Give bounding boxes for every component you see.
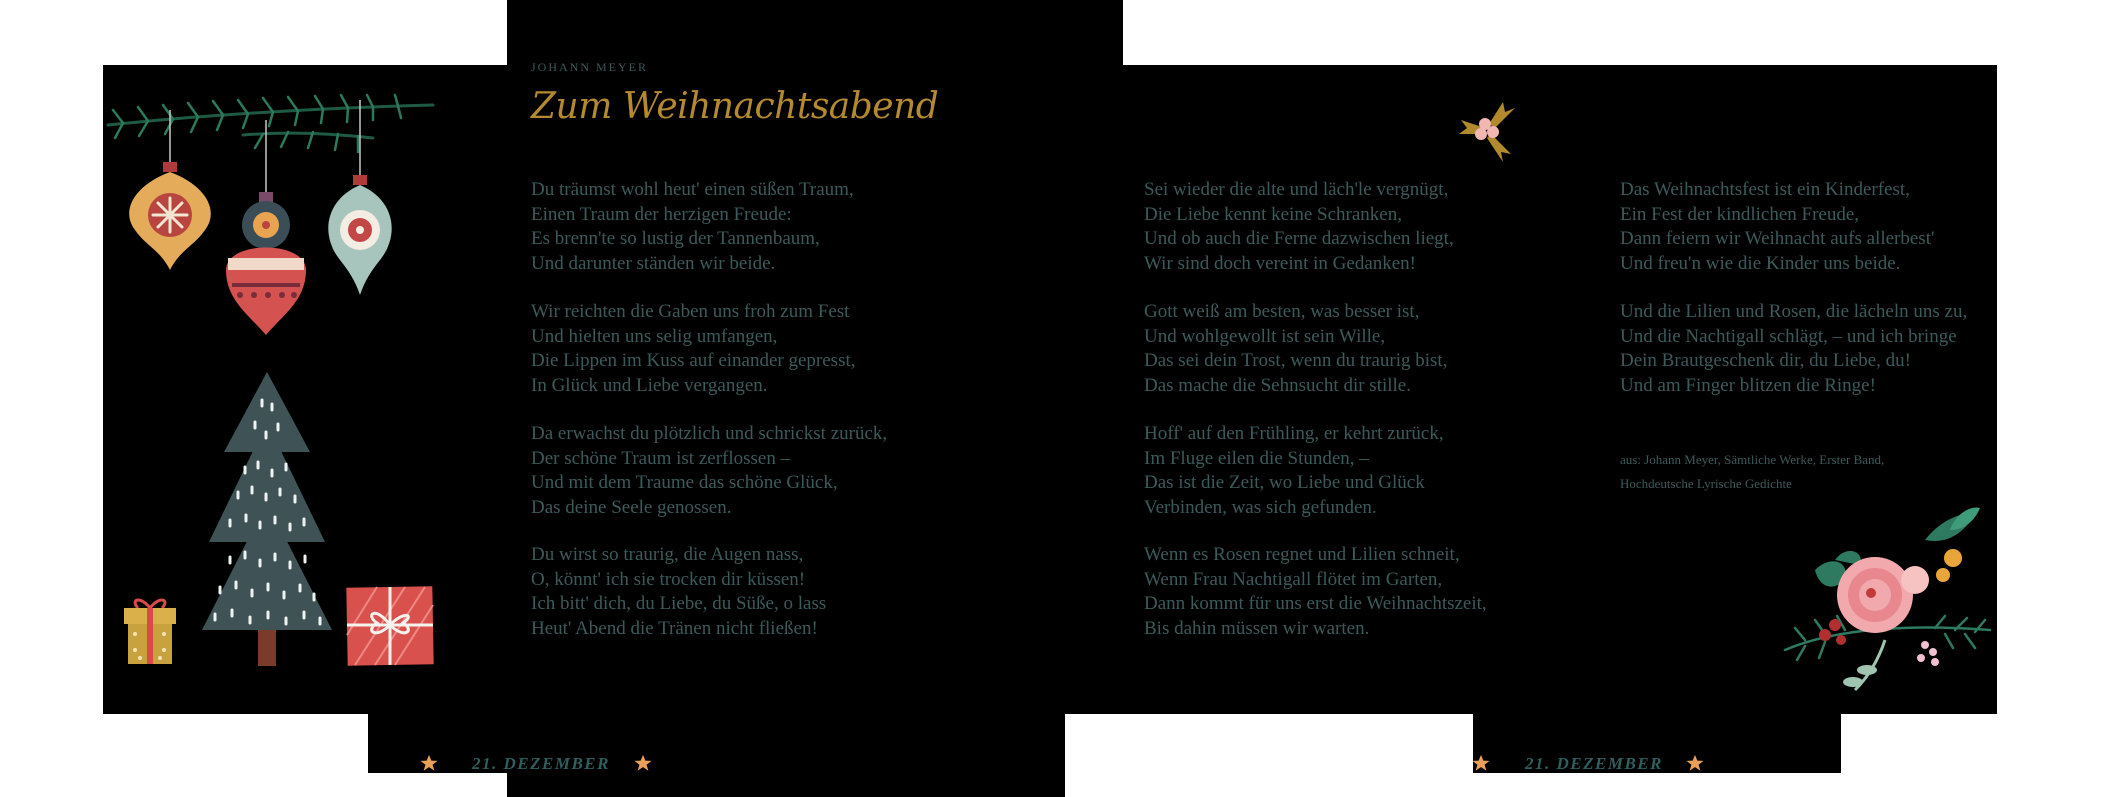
poem-line: Und ob auch die Ferne dazwischen liegt, — [1144, 228, 1454, 249]
poem-line: Wir sind doch vereint in Gedanken! — [1144, 252, 1417, 274]
poem-line: Bis dahin müssen wir warten. — [1144, 617, 1370, 639]
stanza — [531, 543, 826, 641]
stanza — [1144, 543, 1487, 641]
poem-title: Zum Weihnachtsabend — [531, 86, 939, 127]
poem-line: Ein Fest der kindlichen Freude, — [1620, 203, 1860, 225]
footer-date-right: 21. DEZEMBER — [1525, 754, 1663, 773]
stanza — [531, 300, 856, 398]
star-icon — [634, 754, 652, 772]
star-icon — [1686, 754, 1704, 772]
poem-line: Und mit dem Traume das schöne Glück, — [531, 472, 838, 493]
stanza — [1144, 422, 1444, 520]
poem-line: Heut' Abend die Tränen nicht fließen! — [531, 617, 818, 639]
stanza — [1144, 178, 1454, 276]
poem-line: Und freu'n wie die Kinder uns beide. — [1620, 252, 1901, 274]
gift-gold-icon — [120, 590, 180, 668]
christmas-tree-icon — [200, 372, 335, 667]
footer-date-left: 21. DEZEMBER — [472, 754, 610, 773]
poem-line: Das deine Seele genossen. — [531, 496, 732, 518]
poem-line: Dann kommt für uns erst die Weihnachtszeit, — [1144, 593, 1487, 614]
stanza — [531, 422, 887, 520]
author-name: JOHANN MEYER — [531, 60, 648, 74]
poem-line: Du wirst so traurig, die Augen nass, — [531, 544, 804, 565]
poem-line: Die Lippen im Kuss auf einander gepresst, — [531, 350, 856, 371]
poem-line: Das ist die Zeit, wo Liebe und Glück — [1144, 472, 1425, 493]
stanza — [1144, 300, 1447, 398]
poem-line: Und hielten uns selig umfangen, — [531, 325, 778, 347]
ornament-gold-icon — [120, 110, 220, 280]
poem-line: O, könnt' ich sie trocken dir küssen! — [531, 568, 806, 590]
stanza — [531, 178, 854, 276]
poem-line: Dann feiern wir Weihnacht aufs allerbest' — [1620, 228, 1935, 249]
poem-line: Wir reichten die Gaben uns froh zum Fest — [531, 301, 850, 322]
source-line-1: aus: Johann Meyer, Sämtliche Werke, Erster Band, — [1620, 452, 1885, 467]
poem-line: Und die Lilien und Rosen, die lächeln uns zu, — [1620, 301, 1968, 322]
poem-line: Es brenn'te so lustig der Tannenbaum, — [531, 228, 820, 249]
poem-line: Wenn Frau Nachtigall flötet im Garten, — [1144, 568, 1443, 590]
poem-line: Und die Nachtigall schlägt, – und ich bringe — [1620, 325, 1957, 347]
source-line-2: Hochdeutsche Lyrische Gedichte — [1620, 476, 1792, 491]
poem-line: Und wohlgewollt ist sein Wille, — [1144, 325, 1386, 347]
ornament-mint-icon — [320, 100, 400, 300]
poem-line: Und darunter ständen wir beide. — [531, 252, 776, 274]
poem-line: Hoff' auf den Frühling, er kehrt zurück, — [1144, 423, 1444, 444]
poem-line: Ich bitt' dich, du Liebe, du Süße, o lass — [531, 593, 827, 614]
poem-line: Dein Brautgeschenk dir, du Liebe, du! — [1620, 350, 1912, 371]
gift-red-icon — [345, 585, 435, 667]
poem-line: In Glück und Liebe vergangen. — [531, 374, 768, 396]
poem-line: Der schöne Traum ist zerflossen – — [531, 447, 791, 469]
holly-sprig-icon — [1455, 98, 1525, 164]
poem-line: Das sei dein Trost, wenn du traurig bist, — [1144, 350, 1448, 371]
rose-bouquet-icon — [1775, 500, 1995, 700]
poem-line: Wenn es Rosen regnet und Lilien schneit, — [1144, 544, 1460, 565]
poem-line: Die Liebe kennt keine Schranken, — [1144, 203, 1402, 225]
poem-line: Und am Finger blitzen die Ringe! — [1620, 374, 1876, 396]
poem-line: Im Fluge eilen die Stunden, – — [1144, 447, 1369, 469]
poem-line: Das Weihnachtsfest ist ein Kinderfest, — [1620, 179, 1910, 200]
stanza — [1620, 178, 1934, 276]
poem-line: Gott weiß am besten, was besser ist, — [1144, 301, 1420, 322]
star-icon — [420, 754, 438, 772]
poem-line: Einen Traum der herzigen Freude: — [531, 203, 792, 225]
poem-line: Sei wieder die alte und läch'le vergnügt, — [1144, 179, 1449, 200]
poem-line: Verbinden, was sich gefunden. — [1144, 496, 1377, 518]
poem-line: Das mache die Sehnsucht dir stille. — [1144, 374, 1411, 396]
ornament-red-icon — [218, 120, 314, 345]
star-icon — [1472, 754, 1490, 772]
stanza — [1620, 300, 1967, 398]
poem-line: Du träumst wohl heut' einen süßen Traum, — [531, 179, 854, 200]
poem-line: Da erwachst du plötzlich und schrickst zurück, — [531, 423, 888, 444]
